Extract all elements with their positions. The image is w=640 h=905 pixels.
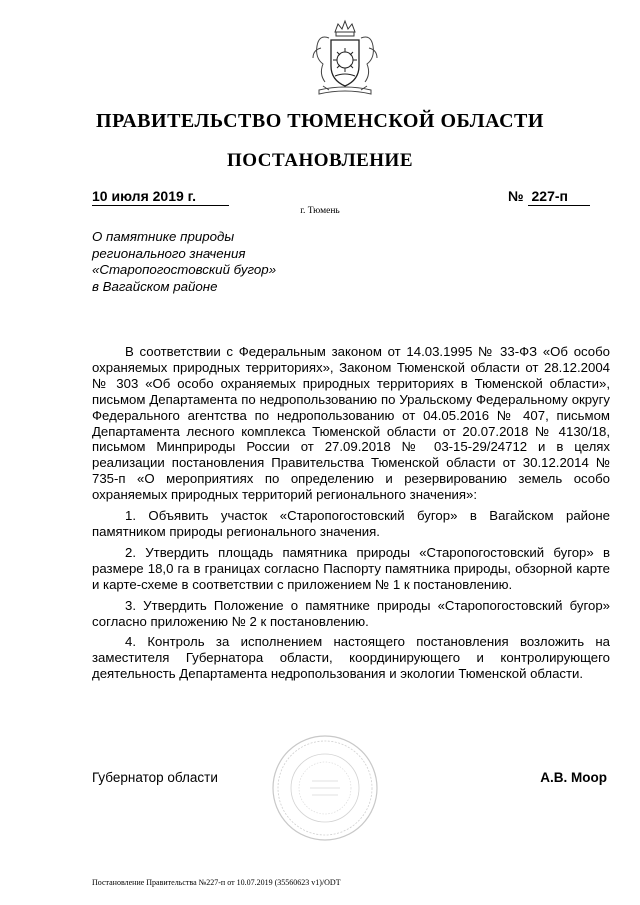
number-label: № [508, 188, 524, 204]
document-date: 10 июля 2019 г. [92, 188, 229, 206]
body-intro-paragraph: В соответствии с Федеральным законом от 14.03.1995 № 33-ФЗ «Об особо охраняемых природных территориях», Законом Тюменской области от 28.12.2004 № 303 «Об особо охраняемых природных территориях в Тюменской области», письмом Департамента по недропользованию по Уральскому Федеральному округу Федерального агентства по недропользованию от 04.05.2016 № 407, письмом Департамента лесного комплекса Тюменской области от 20.07.2018 № 4130/18, письмом Минприроды России от 27.09.2018 № 03-15-29/24712 и в целях реализации постановления Правительства Тюменской области от 30.12.2014 № 735-п «О мероприятиях по определению и резервированию земель особо охраняемых природных территорий регионального значения»: [92, 344, 610, 503]
coat-of-arms-emblem [305, 18, 385, 108]
signer-name: А.В. Моор [540, 770, 607, 785]
subject-line: регионального значения [92, 245, 246, 261]
subject-line: О памятнике природы [92, 229, 235, 244]
document-footer: Постановление Правительства №227-п от 10.07.2019 (35560623 v1)/ODT [92, 878, 341, 887]
subject-line: «Старопогостовский бугор» [92, 262, 277, 277]
organization-title: ПРАВИТЕЛЬСТВО ТЮМЕНСКОЙ ОБЛАСТИ [96, 110, 544, 132]
document-subject [92, 229, 276, 295]
body-item-paragraph: 4. Контроль за исполнением настоящего постановления возложить на заместителя Губернатора области, координирующего и контролирующего деятельность Департамента недропользования и экологии Тюменской области. [92, 634, 610, 682]
subject-line: в Вагайском районе [92, 278, 218, 294]
signer-title: Губернатор области [92, 770, 218, 785]
body-item-paragraph: 2. Утвердить площадь памятника природы «Старопогостовский бугор» в размере 18,0 га в границах согласно Паспорту памятника природы, обзорной карте и карте-схеме в соответствии с приложением № 1 к постановлению. [92, 544, 610, 592]
body-item-paragraph: 1. Объявить участок «Старопогостовский бугор» в Вагайском районе памятником природы регионального значения. [92, 508, 610, 539]
document-number-block [508, 188, 590, 206]
document-type-title: ПОСТАНОВЛЕНИЕ [226, 150, 414, 171]
document-number: 227-п [528, 188, 590, 206]
body-item-paragraph: 3. Утвердить Положение о памятнике природы «Старопогостовский бугор» согласно приложению № 2 к постановлению. [92, 597, 610, 629]
document-body [92, 344, 610, 687]
official-seal-stamp [270, 733, 380, 843]
city-label: г. Тюмень [300, 206, 340, 216]
